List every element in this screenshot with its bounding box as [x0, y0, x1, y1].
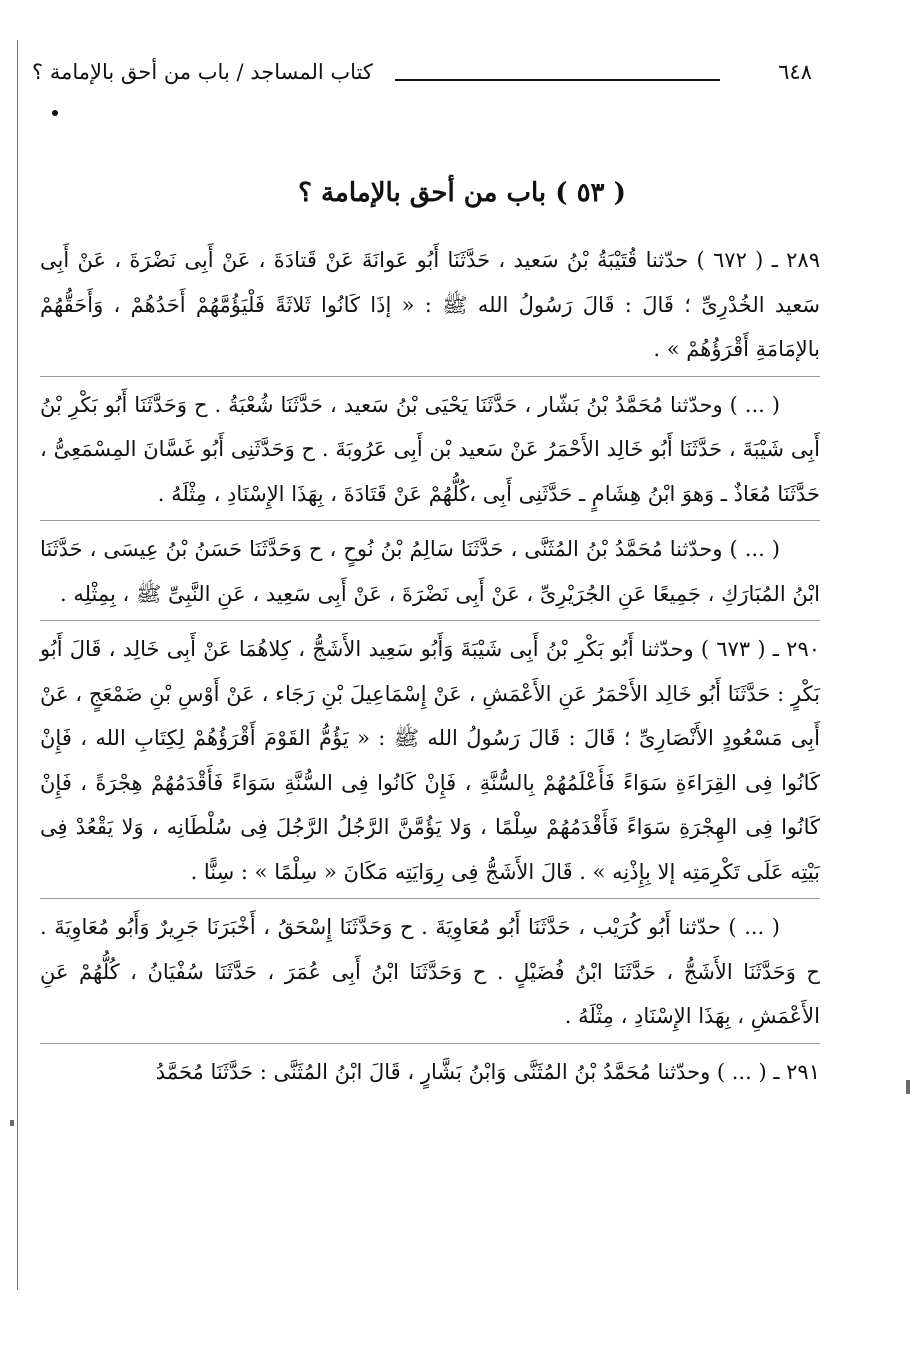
divider [40, 376, 820, 377]
page-number: ٦٤٨ [778, 60, 812, 84]
divider [40, 1043, 820, 1044]
hadith-paragraph: ٢٩١ ـ ( ... ) وحدّثنا مُحَمَّدُ بْنُ المُثَنَّى وَابْنُ بَشَّارٍ ، قَالَ ابْنُ المُثَنَّى : حَدَّثَنَا مُحَمَّدُ [155, 1059, 820, 1084]
bullet-mark [52, 110, 58, 116]
divider [40, 520, 820, 521]
margin-tick [10, 1120, 14, 1126]
hadith-paragraph: ( ... ) حدّثنا أَبُو كُرَيْب ، حَدَّثَنَا أَبُو مُعَاوِيَةَ . ح وَحَدَّثَنَا إِسْحَقُ ، أَخْبَرَنَا جَرِيرٌ وَأَبُو مُعَاوِيَةَ . ح وَحَدَّثَنَا الأَشَجُّ ، حَدَّثَنَا ابْنُ فُضَيْلٍ . ح وَحَدَّثَنَا ابْنُ أَبِى عُمَرَ ، حَدَّثَنَا سُفْيَانُ ، كُلُّهُمْ عَنِ الأَعْمَشِ ، بِهَذَا الإِسْنَادِ ، مِثْلَهُ . [40, 915, 820, 1028]
hadith-text [40, 238, 820, 1094]
hadith-paragraph: ٢٨٩ ـ ( ٦٧٢ ) حدّثنا قُتَيْبَةُ بْنُ سَعيد ، حَدَّثَنَا أَبُو عَوانَةَ عَنْ قَتادَةَ ، عَنْ أَبِى نَضْرَةَ ، عَنْ أَبِى سَعيد الخُدْرِىِّ ؛ قَالَ : قَالَ رَسُولُ الله ﷺ : « إذَا كَانُوا ثَلاثَةً فَلْيَؤُمَّهُمْ أَحَدُهُمْ ، وَأَحَقُّهُمْ بالإمَامَةِ أَقْرَؤُهُمْ » . [40, 248, 820, 361]
hadith-paragraph: ( ... ) وحدّثنا مُحَمَّدُ بْنُ بَشّار ، حَدَّثَنَا يَحْيَى بْنُ سَعيد ، حَدَّثَنَا شُعْبَةُ . ح وَحَدَّثَنَا أَبُو بَكْرِ بْنُ أَبِى شَيْبَةَ ، حَدَّثَنَا أَبُو خَالِد الأَحْمَرُ عَنْ سَعيد بْن أَبِى عَرُوبَةَ . ح وَحَدَّثَنِى أَبُو غَسَّانَ المِسْمَعِىُّ ، حَدَّثَنَا مُعَاذٌ ـ وَهوَ ابْنُ هِشَامٍ ـ حَدَّثَنِى أَبِى ،كُلُّهُمْ عَنْ قَتَادَةَ ، بِهَذَا الإِسْنَادِ ، مِثْلَهُ . [40, 392, 820, 506]
running-title: كتاب المساجد / باب من أحق بالإمامة ؟ [32, 60, 373, 84]
divider [40, 898, 820, 899]
hadith-paragraph: ٢٩٠ ـ ( ٦٧٣ ) وحدّثنا أَبُو بَكْرِ بْنُ أَبِى شَيْبَةَ وَأَبُو سَعِيد الأَشَجُّ ، كِلاهُمَا عَنْ أَبِى خَالِد ، قَالَ أَبُو بَكْرٍ : حَدَّثَنَا أَبُو خَالِد الأَحْمَرُ عَنِ الأَعْمَشِ ، عَنْ إِسْمَاعِيلَ بْنِ رَجَاء ، عَنْ أَوْسِ بْنِ ضَمْعَجٍ ، عَنْ أَبِى مَسْعُودٍ الأَنْصَارِىِّ ؛ قَالَ : قَالَ رَسُولُ الله ﷺ : « يَؤُمُّ القَوْمَ أَقْرَؤُهُمْ لِكِتَابِ الله ، فَإِنْ كَانُوا فِى القِرَاءَةِ سَوَاءً فَأَعْلَمُهُمْ بِالسُّنَّةِ ، فَإِنْ كَانُوا فِى السُّنَّةِ سَوَاءً فَأَقْدَمُهُمْ هِجْرَةً ، فَإِنْ كَانُوا فِى الهِجْرَةِ سَوَاءً فَأَقْدَمُهُمْ سِلْمًا ، وَلا يَؤُمَّنَّ الرَّجُلُ الرَّجُلَ فِى سُلْطَانِه ، وَلا يَقْعُدْ فِى بَيْتِه عَلَى تَكْرِمَتِه إلا بِإِذْنِه » . قَالَ الأَشَجُّ فِى رِوَايَتِه مَكَانَ « سِلْمًا » : سِنًّا . [40, 637, 821, 884]
margin-rule [17, 40, 18, 1290]
margin-tick [906, 1080, 910, 1094]
hadith-paragraph: ( ... ) وحدّثنا مُحَمَّدُ بْنُ المُثَنَّى ، حَدَّثَنَا سَالِمُ بْنُ نُوحٍ ، ح وَحَدَّثَنَا حَسَنُ بْنُ عِيسَى ، حَدَّثَنَا ابْنُ المُبَارَكِ ، جَمِيعًا عَنِ الجُرَيْرِىِّ ، عَنْ أَبِى نَضْرَةَ ، عَنْ أَبِى سَعِيد ، عَنِ النَّبِىِّ ﷺ ، بِمِثْلِه . [40, 537, 820, 606]
header-rule [395, 79, 720, 81]
chapter-title: ( ٥٣ ) باب من أحق بالإمامة ؟ [298, 178, 626, 208]
divider [40, 620, 820, 621]
